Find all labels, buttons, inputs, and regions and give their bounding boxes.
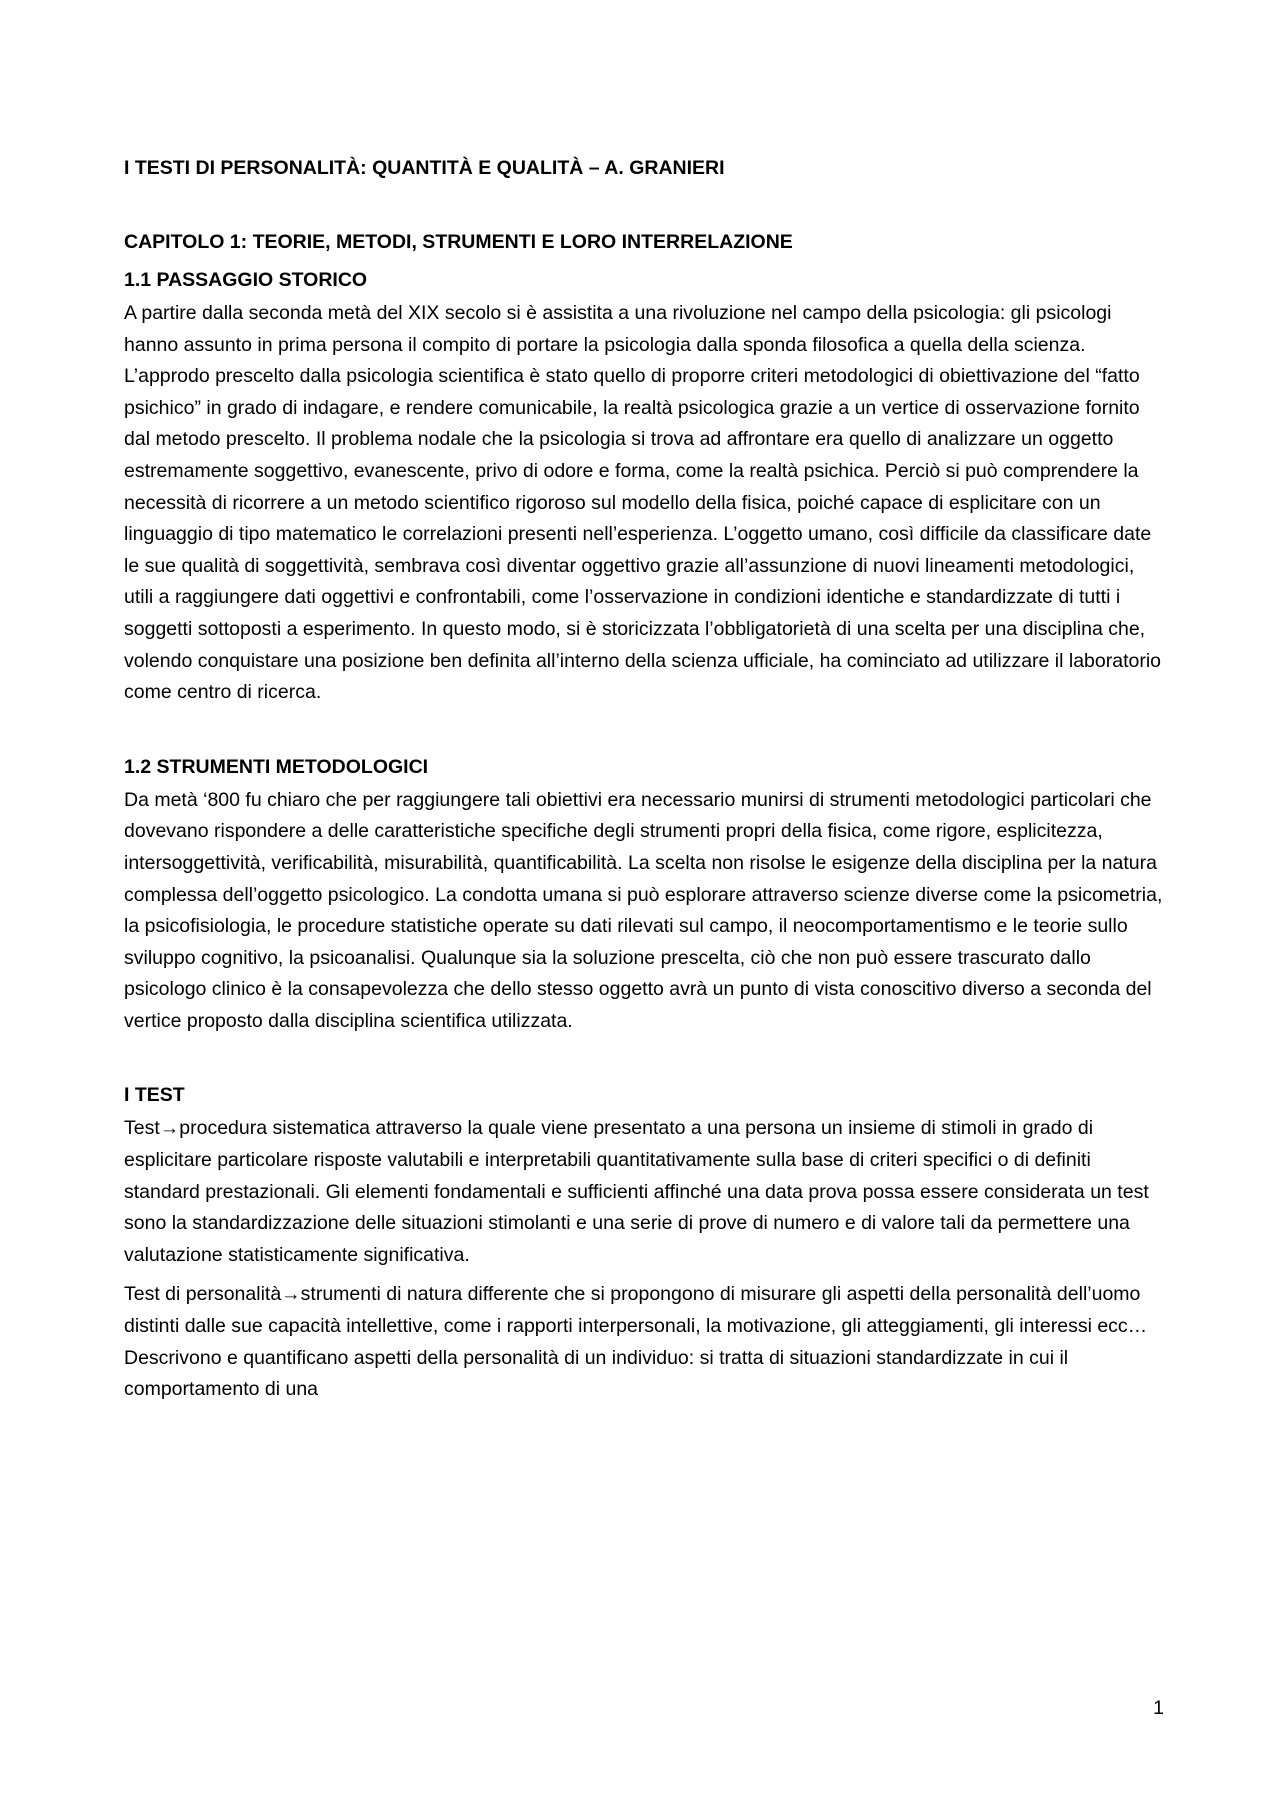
right-arrow-icon: → <box>281 1283 301 1306</box>
definition-text: procedura sistematica attraverso la quale viene presentato a una persona un insieme di stimoli in grado di esplicitare particolare risposte valutabili e interpretabili quantitativamente sulla base di criteri specifici o di definiti standard prestazionali. Gli elementi fondamentali e sufficienti affinché una data prova possa essere considerata un test sono la standardizzazione delle situazioni stimolanti e una serie di prove di numero e di valore tali da permettere una valutazione statisticamente significativa. <box>124 1117 1149 1266</box>
definition-term: Test <box>124 1117 160 1140</box>
document-title: I TESTI DI PERSONALITÀ: QUANTITÀ E QUALITÀ – A. GRANIERI <box>124 157 725 179</box>
chapter-title: CAPITOLO 1: TEORIE, METODI, STRUMENTI E LORO INTERRELAZIONE <box>124 231 793 253</box>
page-number: 1 <box>1153 1697 1164 1719</box>
right-arrow-icon: → <box>159 1117 180 1140</box>
section-paragraph: Da metà ‘800 fu chiaro che per raggiungere tali obiettivi era necessario munirsi di strumenti metodologici particolari che dovevano rispondere a delle caratteristiche specifiche degli strumenti propri della fisica, come rigore, esplicitezza, intersoggettività, verificabilità, misurabilità, quantificabilità. La scelta non risolse le esigenze della disciplina per la natura complessa dell’oggetto psicologico. La condotta umana si può esplorare attraverso scienze diverse come la psicometria, la psicofisiologia, le procedure statistiche operate su dati rilevati sul campo, il neocomportamentismo e le teorie sullo sviluppo cognitivo, la psicoanalisi. Qualunque sia la soluzione prescelta, ciò che non può essere trascurato dallo psicologo clinico è la consapevolezza che dello stesso oggetto avrà un punto di vista conoscitivo diverso a seconda del vertice proposto dalla disciplina scientifica utilizzata. <box>124 788 1163 1032</box>
definition-term: Test di personalità <box>124 1283 282 1306</box>
definition-test <box>124 1113 1164 1271</box>
section-heading: I TEST <box>124 1084 185 1107</box>
definition-test-di-personalita <box>124 1279 1164 1405</box>
section-heading: 1.2 STRUMENTI METODOLOGICI <box>124 755 429 778</box>
section-paragraph: A partire dalla seconda metà del XIX secolo si è assistita a una rivoluzione nel campo della psicologia: gli psicologi hanno assunto in prima persona il compito di portare la psicologia dalla sponda filosofica a quella della scienza. L’approdo prescelto dalla psicologia scientifica è stato quello di proporre criteri metodologici di obiettivazione del “fatto psichico” in grado di indagare, e rendere comunicabile, la realtà psicologica grazie a un vertice di osservazione fornito dal metodo prescelto. Il problema nodale che la psicologia si trova ad affrontare era quello di analizzare un oggetto estremamente soggettivo, evanescente, privo di odore e forma, come la realtà psichica. Perciò si può comprendere la necessità di ricorrere a un metodo scientifico rigoroso sul modello della fisica, poiché capace di esplicitare con un linguaggio di tipo matematico le correlazioni presenti nell’esperienza. L’oggetto umano, così difficile da classificare date le sue qualità di soggettività, sembrava così diventar oggettivo grazie all’assunzione di nuovi lineamenti metodologici, utili a raggiungere dati oggettivi e confrontabili, come l’osservazione in condizioni identiche e standardizzate di tutti i soggetti sottoposti a esperimento. In questo modo, si è storicizzata l’obbligatorietà di una scelta per una disciplina che, volendo conquistare una posizione ben definita all’interno della scienza ufficiale, ha cominciato ad utilizzare il laboratorio come centro di ricerca. <box>124 302 1162 704</box>
section-strumenti-metodologici <box>124 751 1164 1038</box>
section-i-test <box>124 1079 1164 1405</box>
section-heading: 1.1 PASSAGGIO STORICO <box>124 269 368 291</box>
section-passaggio-storico <box>124 264 1164 709</box>
definition-text: strumenti di natura differente che si propongono di misurare gli aspetti della personalità dell’uomo distinti dalle sue capacità intellettive, come i rapporti interpersonali, la motivazione, gli atteggiamenti, gli interessi ecc… Descrivono e quantificano aspetti della personalità di un individuo: si tratta di situazioni standardizzate in cui il comportamento di una <box>124 1283 1148 1401</box>
document-content <box>124 152 1164 1414</box>
